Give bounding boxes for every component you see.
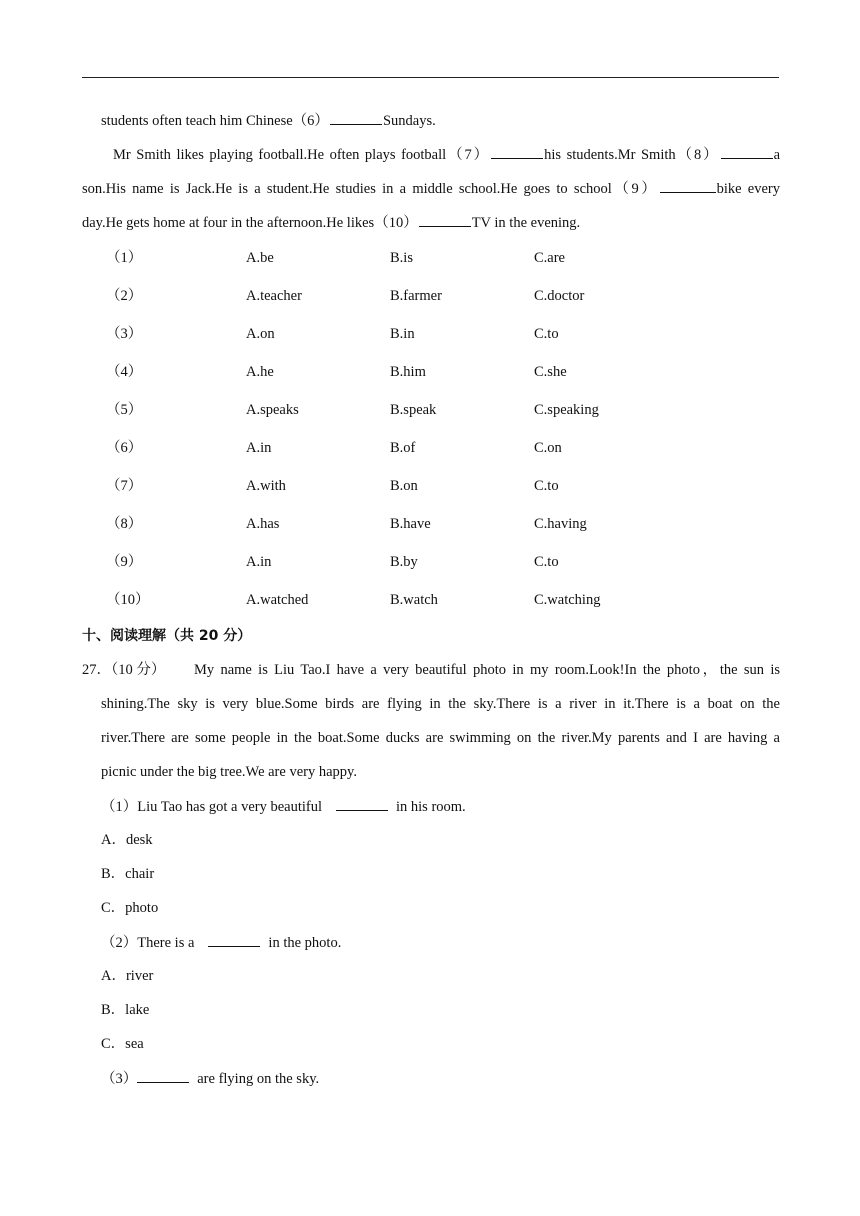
reading-text: My name is Liu Tao.I have a very beautiful photo in my room.Look!In the photo，the sun is bbox=[194, 662, 780, 678]
passage-text: day.He gets home at four in the afternoon.He likes（10） bbox=[82, 215, 418, 231]
option-row bbox=[0, 324, 860, 344]
section-title-text: 分） bbox=[218, 628, 252, 644]
passage-text: a bbox=[773, 147, 780, 163]
option-a[interactable]: A.on bbox=[246, 326, 275, 342]
question-2-stem bbox=[101, 932, 780, 953]
section-title bbox=[82, 626, 780, 646]
question-text: （2）There is a bbox=[101, 935, 195, 951]
option-b[interactable]: B.him bbox=[390, 364, 426, 380]
option-row bbox=[0, 248, 860, 268]
reading-text: shining.The sky is very blue.Some birds are flying in the sky.There is a river in it.There is a boat on the bbox=[101, 696, 780, 712]
blank-8[interactable] bbox=[721, 144, 773, 159]
question-3-stem bbox=[101, 1068, 780, 1089]
option-row bbox=[0, 514, 860, 534]
question-1-choice-c[interactable] bbox=[101, 898, 780, 918]
option-c[interactable]: C.doctor bbox=[534, 288, 585, 304]
option-c[interactable]: C.on bbox=[534, 440, 562, 456]
option-c[interactable]: C.are bbox=[534, 250, 565, 266]
passage-line-1 bbox=[101, 110, 780, 131]
option-number: （5） bbox=[106, 402, 143, 418]
option-number: （2） bbox=[106, 288, 143, 304]
option-b[interactable]: B.speak bbox=[390, 402, 437, 418]
question-2-choice-b[interactable] bbox=[101, 1000, 780, 1020]
option-b[interactable]: B.of bbox=[390, 440, 416, 456]
option-a[interactable]: A.be bbox=[246, 250, 274, 266]
question-number: 27．（10 分） bbox=[82, 662, 166, 678]
choice-text[interactable]: B．chair bbox=[101, 866, 155, 882]
blank-6[interactable] bbox=[330, 110, 382, 125]
section-title-score: 20 bbox=[198, 628, 219, 644]
option-b[interactable]: B.on bbox=[390, 478, 418, 494]
option-a[interactable]: A.speaks bbox=[246, 402, 299, 418]
question-1-stem bbox=[101, 796, 780, 817]
question-text: （1）Liu Tao has got a very beautiful bbox=[101, 799, 322, 815]
passage-line-2 bbox=[113, 144, 780, 165]
question-1-choice-a[interactable] bbox=[101, 830, 780, 850]
choice-text[interactable]: C．sea bbox=[101, 1036, 144, 1052]
answer-blank[interactable] bbox=[208, 932, 260, 947]
question-2-choice-c[interactable] bbox=[101, 1034, 780, 1054]
blank-10[interactable] bbox=[419, 212, 471, 227]
question-2-choice-a[interactable] bbox=[101, 966, 780, 986]
option-b[interactable]: B.by bbox=[390, 554, 418, 570]
option-a[interactable]: A.in bbox=[246, 554, 272, 570]
option-number: （8） bbox=[106, 516, 143, 532]
choice-text[interactable]: C．photo bbox=[101, 900, 159, 916]
option-b[interactable]: B.watch bbox=[390, 592, 438, 608]
option-a[interactable]: A.watched bbox=[246, 592, 309, 608]
option-c[interactable]: C.watching bbox=[534, 592, 601, 608]
option-a[interactable]: A.he bbox=[246, 364, 274, 380]
reading-line-1 bbox=[82, 660, 780, 680]
option-c[interactable]: C.to bbox=[534, 326, 559, 342]
question-text: in his room. bbox=[396, 799, 466, 815]
option-a[interactable]: A.has bbox=[246, 516, 280, 532]
option-b[interactable]: B.in bbox=[390, 326, 415, 342]
option-c[interactable]: C.to bbox=[534, 478, 559, 494]
option-a[interactable]: A.teacher bbox=[246, 288, 302, 304]
passage-line-4 bbox=[82, 212, 780, 233]
option-row bbox=[0, 438, 860, 458]
reading-text: picnic under the big tree.We are very happy. bbox=[101, 764, 357, 780]
question-text: are flying on the sky. bbox=[197, 1071, 320, 1087]
option-row bbox=[0, 552, 860, 572]
choice-text[interactable]: B．lake bbox=[101, 1002, 150, 1018]
passage-text: Sundays. bbox=[382, 113, 436, 129]
reading-line-4 bbox=[101, 762, 780, 782]
blank-9[interactable] bbox=[660, 178, 716, 193]
section-title-text: 十、阅读理解（共 bbox=[82, 628, 199, 644]
passage-text: his students.Mr Smith（8） bbox=[544, 147, 720, 163]
option-number: （10） bbox=[106, 592, 150, 608]
option-c[interactable]: C.speaking bbox=[534, 402, 599, 418]
option-row bbox=[0, 362, 860, 382]
option-number: （1） bbox=[106, 250, 143, 266]
answer-blank[interactable] bbox=[336, 796, 388, 811]
option-a[interactable]: A.with bbox=[246, 478, 286, 494]
blank-7[interactable] bbox=[491, 144, 543, 159]
option-row bbox=[0, 476, 860, 496]
option-b[interactable]: B.have bbox=[390, 516, 431, 532]
passage-text: Mr Smith likes playing football.He often plays football（7） bbox=[113, 147, 491, 163]
option-b[interactable]: B.is bbox=[390, 250, 413, 266]
option-row bbox=[0, 590, 860, 610]
option-row bbox=[0, 286, 860, 306]
choice-text[interactable]: A．desk bbox=[101, 832, 153, 848]
reading-text: river.There are some people in the boat.Some ducks are swimming on the river.My parents and I are having a bbox=[101, 730, 780, 746]
question-text: （3） bbox=[101, 1071, 138, 1087]
choice-text[interactable]: A．river bbox=[101, 968, 154, 984]
option-number: （6） bbox=[106, 440, 143, 456]
option-row bbox=[0, 400, 860, 420]
option-number: （7） bbox=[106, 478, 143, 494]
option-a[interactable]: A.in bbox=[246, 440, 272, 456]
question-text: in the photo. bbox=[268, 935, 342, 951]
passage-line-3 bbox=[82, 178, 780, 199]
header-rule bbox=[82, 77, 779, 78]
option-c[interactable]: C.she bbox=[534, 364, 567, 380]
reading-line-2 bbox=[101, 694, 780, 714]
passage-text: TV in the evening. bbox=[471, 215, 581, 231]
passage-text: students often teach him Chinese（6） bbox=[101, 113, 329, 129]
question-1-choice-b[interactable] bbox=[101, 864, 780, 884]
option-number: （9） bbox=[106, 554, 143, 570]
option-c[interactable]: C.to bbox=[534, 554, 559, 570]
answer-blank[interactable] bbox=[137, 1068, 189, 1083]
option-c[interactable]: C.having bbox=[534, 516, 587, 532]
passage-text: son.His name is Jack.He is a student.He studies in a middle school.He goes to school（9） bbox=[82, 181, 659, 197]
option-b[interactable]: B.farmer bbox=[390, 288, 442, 304]
reading-line-3 bbox=[101, 728, 780, 748]
passage-text: bike every bbox=[716, 181, 781, 197]
option-number: （3） bbox=[106, 326, 143, 342]
option-number: （4） bbox=[106, 364, 143, 380]
